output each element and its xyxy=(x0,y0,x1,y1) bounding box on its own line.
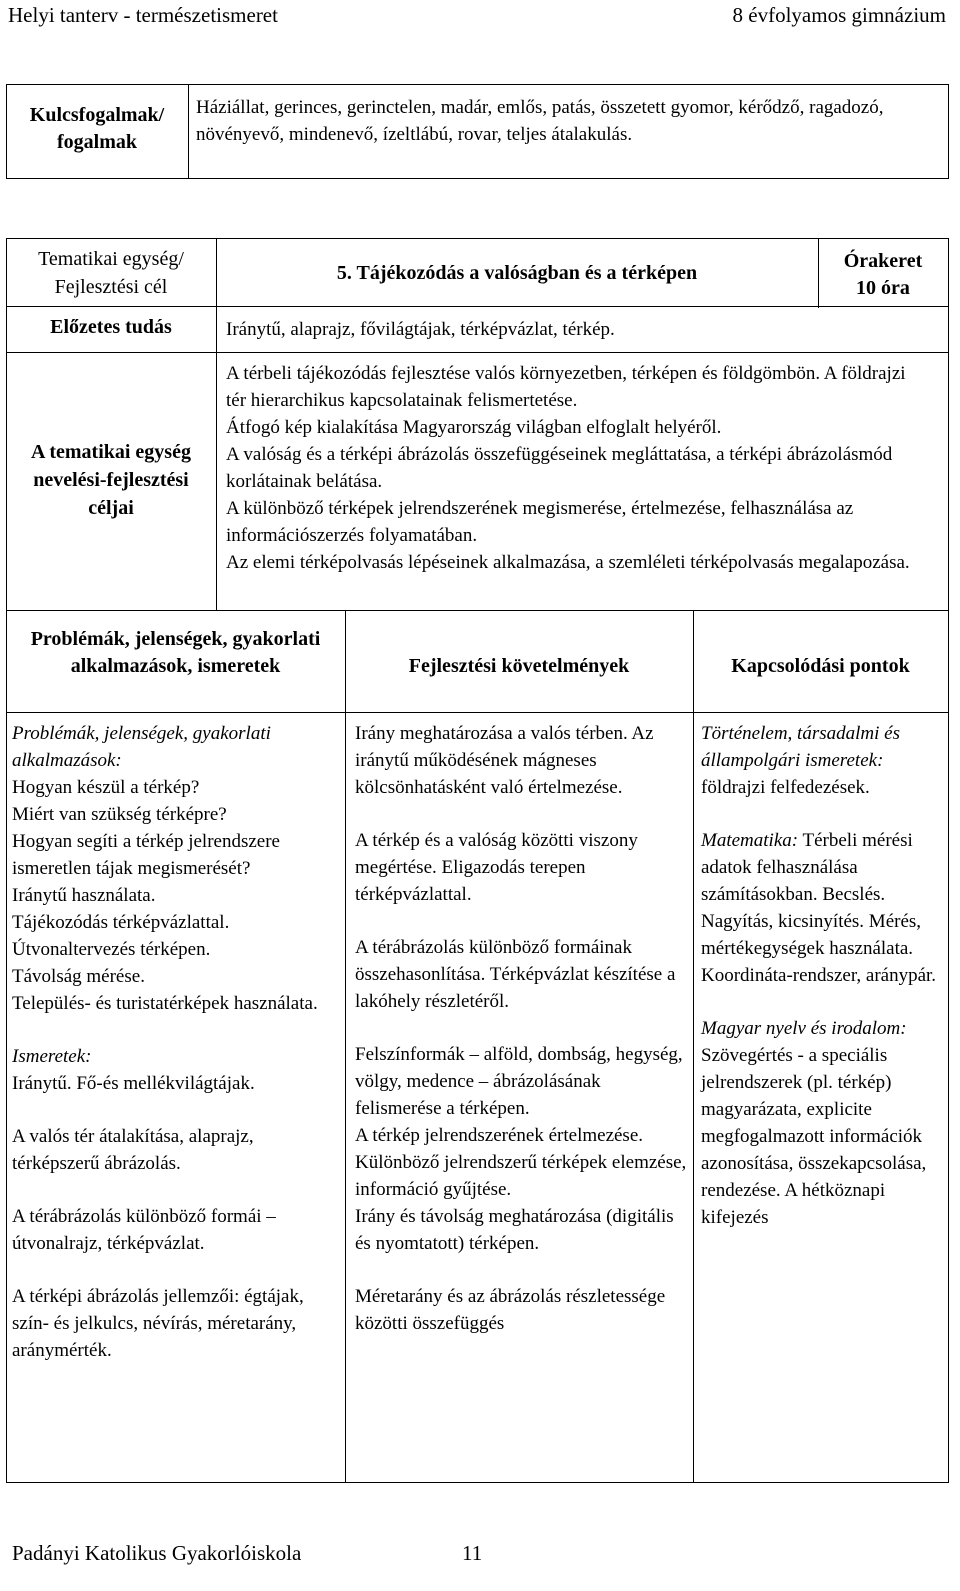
requirement-item: Irány meghatározása a valós térben. Az iránytű működésének mágneses kölcsönhatásként való értelmezése. xyxy=(355,723,654,798)
problem-item: Útvonaltervezés térképen. xyxy=(12,939,211,960)
col2-content xyxy=(355,720,687,1337)
link-math: Matematika: Térbeli mérési adatok felhasználása számításokban. Becslés. Nagyítás, kicsinyítés. Mérés, mértékegységek használata. Koordináta-rendszer, aránypár. xyxy=(701,830,937,986)
goals-text xyxy=(226,360,916,576)
knowledge-item: A valós tér átalakítása, alaprajz, térképszerű ábrázolás. xyxy=(12,1126,254,1174)
prior-knowledge-text: Iránytű, alaprajz, fővilágtájak, térképvázlat, térkép. xyxy=(226,319,615,340)
knowledge-item: Iránytű. Fő-és mellékvilágtájak. xyxy=(12,1073,255,1094)
col1-header: Problémák, jelenségek, gyakorlati alkalmazások, ismeretek xyxy=(30,628,321,677)
problem-item: Tájékozódás térképvázlattal. xyxy=(12,912,230,933)
goal-item: A térbeli tájékozódás fejlesztése valós környezetben, térképen és földgömbön. A földrajzi tér hierarchikus kapcsolatainak felismertetése. xyxy=(226,363,906,411)
hours-box: Órakeret 10 óra xyxy=(843,250,923,299)
requirement-item: Felszínformák – alföld, dombság, hegység, völgy, medence – ábrázolásának felismerése a térképen. xyxy=(355,1044,683,1119)
link-literature: Magyar nyelv és irodalom: Szövegértés - a speciális jelrendszerek (pl. térkép) magyarázata, explicite megfogalmazott információk azonosítása, összekapcsolása, rendezése. A hétköznapi kifejezés xyxy=(701,1018,927,1228)
header-left: Helyi tanterv - természetismeret xyxy=(8,3,278,27)
kulcsfogalmak-label: Kulcsfogalmak/ fogalmak xyxy=(29,104,165,153)
unit-label: Tematikai egység/ Fejlesztési cél xyxy=(38,248,184,298)
goal-item: Átfogó kép kialakítása Magyarország világban elfoglalt helyéről. xyxy=(226,417,722,438)
problem-item: Hogyan készül a térkép? xyxy=(12,777,200,798)
goal-item: A valóság és a térképi ábrázolás összefüggéseinek megláttatása, a térképi ábrázolásmód korlátainak belátása. xyxy=(226,444,893,492)
problems-label: Problémák, jelenségek, gyakorlati alkalmazások: xyxy=(12,723,271,771)
footer-page-number: 11 xyxy=(462,1541,483,1565)
requirement-item: A térkép jelrendszerének értelmezése. Különböző jelrendszerű térképek elemzése, információ gyűjtése. xyxy=(355,1125,687,1200)
header-right: 8 évfolyamos gimnázium xyxy=(732,3,946,27)
link-history: Történelem, társadalmi és állampolgári ismeretek: földrajzi felfedezések. xyxy=(701,723,900,798)
problem-item: Település- és turistatérképek használata. xyxy=(12,993,318,1014)
knowledge-item: A térábrázolás különböző formái – útvonalrajz, térképvázlat. xyxy=(12,1206,276,1254)
kulcsfogalmak-text: Háziállat, gerinces, gerinctelen, madár, emlős, patás, összetett gyomor, kérődző, ragadozó, növényevő, mindenevő, ízeltlábú, rovar, teljes átalakulás. xyxy=(196,97,884,145)
problem-item: Hogyan segíti a térkép jelrendszere ismeretlen tájak megismerését? xyxy=(12,831,280,879)
requirement-item: Méretarány és az ábrázolás részletessége közötti összefüggés xyxy=(355,1286,666,1334)
footer-school: Padányi Katolikus Gyakorlóiskola xyxy=(12,1541,302,1565)
problem-item: Iránytű használata. xyxy=(12,885,156,906)
col3-header: Kapcsolódási pontok xyxy=(731,655,910,677)
unit-title: 5. Tájékozódás a valóságban és a térképen xyxy=(336,262,698,284)
requirement-item: Irány és távolság meghatározása (digitális és nyomtatott) térképen. xyxy=(355,1206,674,1254)
col2-header: Fejlesztési követelmények xyxy=(408,655,630,677)
knowledge-label: Ismeretek: xyxy=(12,1046,92,1067)
knowledge-item: A térképi ábrázolás jellemzői: égtájak, szín- és jelkulcs, névírás, méretarány, aránymérték. xyxy=(12,1286,304,1361)
goal-item: A különböző térképek jelrendszerének megismerése, értelmezése, felhasználása az információszerzés folyamatában. xyxy=(226,498,854,546)
goal-item: Az elemi térképolvasás lépéseinek alkalmazása, a szemléleti térképolvasás megalapozása. xyxy=(226,552,910,573)
prior-knowledge-label: Előzetes tudás xyxy=(50,316,172,338)
col3-content xyxy=(701,720,941,1231)
problem-item: Távolság mérése. xyxy=(12,966,145,987)
col1-content xyxy=(12,720,340,1364)
goals-label: A tematikai egység nevelési-fejlesztési céljai xyxy=(31,441,191,519)
requirement-item: A térkép és a valóság közötti viszony megértése. Eligazodás terepen térképvázlattal. xyxy=(355,830,638,905)
problem-item: Miért van szükség térképre? xyxy=(12,804,227,825)
requirement-item: A térábrázolás különböző formáinak összehasonlítása. Térképvázlat készítése a lakóhely részletéről. xyxy=(355,937,676,1012)
